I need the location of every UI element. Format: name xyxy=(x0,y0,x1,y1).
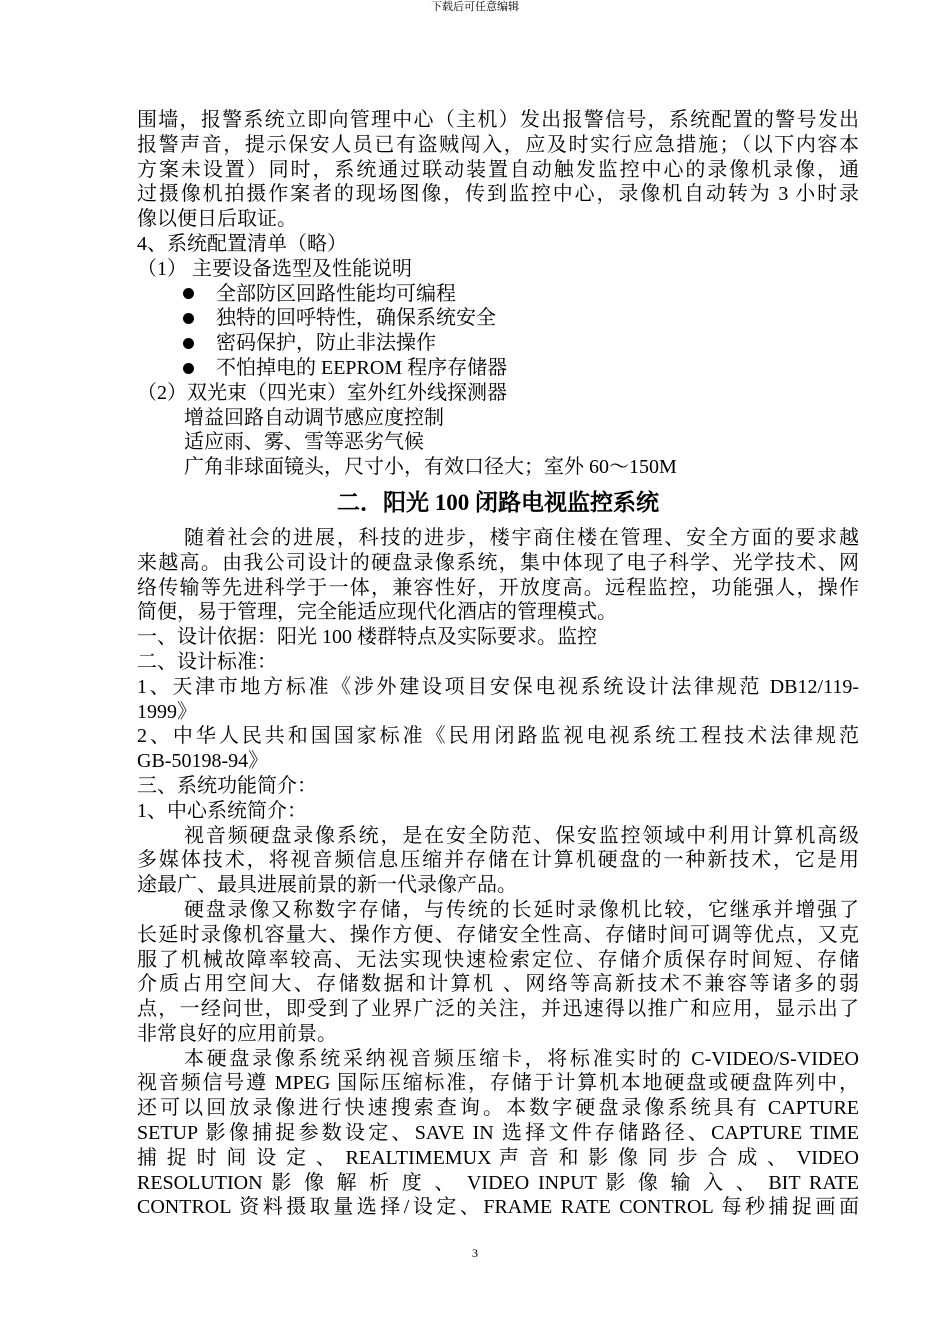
paragraph-line: CONTROL 资料摄取量选择/设定、FRAME RATE CONTROL 每秒捕捉画面 xyxy=(137,1196,859,1219)
paragraph-line: 捕 捉 时 间 设 定 、 REALTIMEMUX 声 音 和 影 像 同 步 合 成 、 VIDEO xyxy=(137,1146,859,1169)
paragraph-line: 过摄像机拍摄作案者的现场图像，传到监控中心，录像机自动转为 3 小时录 xyxy=(137,183,859,206)
paragraph-line: SETUP 影像捕捉参数设定、SAVE IN 选择文件存储路径、CAPTURE TIME xyxy=(137,1122,859,1145)
paragraph-line: 二、设计标准： xyxy=(137,650,277,673)
paragraph-line: 途最广、最具进展前景的新一代录像产品。 xyxy=(137,874,517,897)
paragraph-line: 2、中华人民共和国国家标准《民用闭路监视电视系统工程技术法律规范 xyxy=(137,725,859,748)
paragraph-line: 本硬盘录像系统采纳视音频压缩卡，将标准实时的 C-VIDEO/S-VIDEO xyxy=(184,1047,859,1070)
section-item: 4、系统配置清单（略） xyxy=(137,232,347,255)
bullet-text: 全部防区回路性能均可编程 xyxy=(216,282,456,305)
paragraph-line: 像以便日后取证。 xyxy=(137,208,297,231)
bullet-icon xyxy=(183,363,194,374)
paragraph-line: 来越高。由我公司设计的硬盘录像系统，集中体现了电子科学、光学技术、网 xyxy=(137,551,859,574)
subsection-item: （2）双光束（四光束）室外红外线探测器 xyxy=(137,381,507,404)
page-number: 3 xyxy=(472,1246,478,1260)
page-header: 下载后可任意编辑 xyxy=(431,1,519,13)
paragraph-line: 点，一经问世，即受到了业界广泛的关注，并迅速得以推广和应用，显示出了 xyxy=(137,998,859,1021)
paragraph-line: 服了机械故障率较高、无法实现快速检索定位、存储介质保存时间短、存储 xyxy=(137,948,859,971)
section-heading: 二．阳光 100 闭路电视监控系统 xyxy=(337,489,659,515)
paragraph-line: 视音频硬盘录像系统，是在安全防范、保安监控领域中利用计算机高级 xyxy=(184,824,859,847)
paragraph-line: 1、天津市地方标准《涉外建设项目安保电视系统设计法律规范 DB12/119- xyxy=(137,675,859,698)
paragraph-line: 围墙，报警系统立即向管理中心（主机）发出报警信号，系统配置的警号发出 xyxy=(137,109,859,131)
paragraph-line: 络传输等先进科学于一体，兼容性好，开放度高。远程监控，功能强人，操作 xyxy=(137,576,859,599)
paragraph-line: 长延时录像机容量大、操作方便、存储安全性高、存储时间可调等优点，又克 xyxy=(137,923,859,946)
document-body xyxy=(137,108,859,1220)
paragraph-line: 简便，易于管理，完全能适应现代化酒店的管理模式。 xyxy=(137,601,617,624)
paragraph-line: 三、系统功能简介： xyxy=(137,774,317,797)
bullet-icon xyxy=(183,338,194,349)
subsection-item: （1） 主要设备选型及性能说明 xyxy=(137,257,412,280)
paragraph-line: 非常良好的应用前景。 xyxy=(137,1022,337,1045)
paragraph-line: 随着社会的进展，科技的进步，楼宇商住楼在管理、安全方面的要求越 xyxy=(184,526,859,549)
paragraph-line: RESOLUTION 影 像 解 析 度 、 VIDEO INPUT 影 像 输 入 、 BIT RATE xyxy=(137,1171,859,1194)
paragraph-line: GB-50198-94》 xyxy=(137,750,269,773)
bullet-icon xyxy=(183,313,194,324)
bullet-text: 不怕掉电的 EEPROM 程序存储器 xyxy=(216,356,508,379)
bullet-item xyxy=(137,331,859,356)
bullet-icon xyxy=(183,288,194,299)
bullet-text: 密码保护，防止非法操作 xyxy=(216,332,436,355)
paragraph-line: 多媒体技术，将视音频信息压缩并存储在计算机硬盘的一种新技术，它是用 xyxy=(137,849,859,872)
feature-line: 适应雨、雾、雪等恶劣气候 xyxy=(184,431,424,454)
paragraph-line: 一、设计依据：阳光 100 楼群特点及实际要求。监控 xyxy=(137,626,597,649)
bullet-text: 独特的回呼特性，确保系统安全 xyxy=(216,307,496,330)
bullet-item xyxy=(137,282,859,307)
feature-line: 增益回路自动调节感应度控制 xyxy=(184,406,444,429)
bullet-item xyxy=(137,356,859,381)
paragraph-line: 硬盘录像又称数字存储，与传统的长延时录像机比较，它继承并增强了 xyxy=(184,898,859,921)
paragraph-line: 还可以回放录像进行快速搜索查询。本数字硬盘录像系统具有 CAPTURE xyxy=(137,1097,859,1120)
paragraph-line: 方案未设置）同时，系统通过联动装置自动触发监控中心的录像机录像，通 xyxy=(137,158,859,181)
paragraph-line: 视音频信号遵 MPEG 国际压缩标准，存储于计算机本地硬盘或硬盘阵列中， xyxy=(137,1072,859,1095)
paragraph-line: 报警声音，提示保安人员已有盗贼闯入，应及时实行应急措施；（以下内容本 xyxy=(137,133,859,156)
paragraph-line: 1、中心系统简介： xyxy=(137,799,307,822)
bullet-item xyxy=(137,306,859,331)
paragraph-line: 介质占用空间大、存储数据和计算机 、网络等高新技术不兼容等诸多的弱 xyxy=(137,973,859,996)
feature-line: 广角非球面镜头，尺寸小，有效口径大；室外 60～150M xyxy=(184,456,677,479)
paragraph-line: 1999》 xyxy=(137,700,197,723)
